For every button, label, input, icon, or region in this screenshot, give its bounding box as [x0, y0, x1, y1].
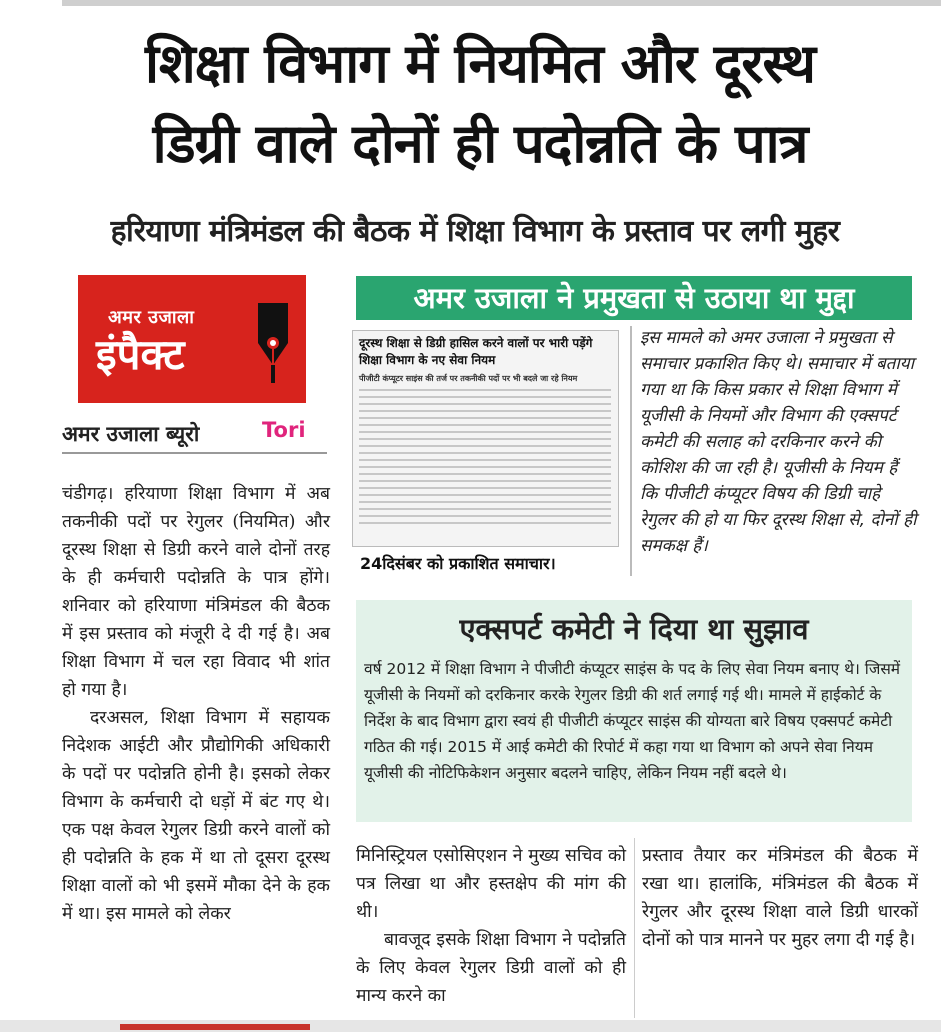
clipping-text-lines — [359, 389, 611, 539]
column2-paragraph-1: मिनिस्ट्रियल एसोसिएशन ने मुख्य सचिव को पत्र लिखा था और हस्तक्षेप की मांग की थी। — [356, 846, 626, 922]
column1-paragraph-2: दरअसल, शिक्षा विभाग में सहायक निदेशक आईटी और प्रौद्योगिकी अधिकारी के पदों पर पदोन्नति होनी है। इसको लेकर विभाग के कर्मचारी दो धड़ों में बंट गए थे। एक पक्ष केवल रेगुलर डिग्री करने वालों को ही पदोन्नति के हक में था तो दूसरा दूरस्थ शिक्षा वालों को भी इसमें मौका देने के हक में था। इस मामले को लेकर — [62, 708, 330, 924]
expert-box-title: एक्सपर्ट कमेटी ने दिया था सुझाव — [459, 612, 809, 646]
headline-line-2: डिग्री वाले दोनों ही पदोन्नति के पात्र — [152, 112, 808, 175]
column2-paragraph-2: बावजूद इसके शिक्षा विभाग ने पदोन्नति के लिए केवल रेगुलर डिग्री वालों को ही मान्य करने का — [356, 930, 626, 1006]
top-border — [62, 0, 941, 6]
column1-paragraph-1: चंडीगढ़। हरियाणा शिक्षा विभाग में अब तकनीकी पदों पर रेगुलर (नियमित) और दूरस्थ शिक्षा से डिग्री करने वाले दोनों तरह के ही कर्मचारी पदोन्नति के पात्र होंगे। शनिवार को हरियाणा मंत्रिमंडल की बैठक में इस प्रस्ताव को मंजूरी दे दी गई है। अब शिक्षा विभाग में चल रहा विवाद भी शांत हो गया है। — [62, 484, 330, 700]
expert-box-body: वर्ष 2012 में शिक्षा विभाग ने पीजीटी कंप्यूटर साइंस के पद के लिए सेवा नियम बनाए थे। जिसमें यूजीसी के नियमों को दरकिनार करके रेगुलर डिग्री की शर्त लगाई गई थी। मामले में हाईकोर्ट के निर्देश के बाद विभाग द्वारा स्वयं ही पीजीटी कंप्यूटर साइंस की योग्यता बारे विषय एक्सपर्ट कमेटी गठित की गई। 2015 में आई कमेटी की रिपोर्ट में कहा गया था विभाग को अपने सेवा नियम यूजीसी की नोटिफिकेशन अनुसार बदलने चाहिए, लेकिन नियम नहीं बदले थे। — [364, 660, 901, 782]
logo-brand-text: अमर उजाला — [108, 307, 195, 328]
article-column-1 — [62, 480, 330, 928]
bottom-border — [0, 1020, 941, 1032]
byline: अमर उजाला ब्यूरो — [62, 422, 200, 446]
impact-banner: अमर उजाला ने प्रमुखता से उठाया था मुद्दा — [356, 276, 912, 320]
column-divider — [634, 838, 635, 1018]
subheadline: हरियाणा मंत्रिमंडल की बैठक में शिक्षा विभाग के प्रस्ताव पर लगी मुहर — [110, 214, 840, 249]
article-column-2 — [356, 842, 626, 1010]
watermark-tag: Tori — [262, 418, 306, 442]
pen-nib-icon — [254, 303, 292, 383]
column3-paragraph-1: प्रस्ताव तैयार कर मंत्रिमंडल की बैठक में रखा था। हालांकि, मंत्रिमंडल की बैठक में रेगुलर और दूरस्थ शिक्षा वाले डिग्री धारकों दोनों को पात्र मानने पर मुहर लगा दी गई है। — [642, 846, 918, 950]
right-paragraph: इस मामले को अमर उजाला ने प्रमुखता से समाचार प्रकाशित किए थे। समाचार में बताया गया था कि किस प्रकार से शिक्षा विभाग में यूजीसी के नियमों और विभाग की एक्सपर्ट कमेटी की सलाह को दरकिनार करने की कोशिश की जा रही है। यूजीसी के नियम हैं कि पीजीटी कंप्यूटर विषय की डिग्री चाहे रेगुलर की हो या फिर दूरस्थ शिक्षा से, दोनों ही समकक्ष हैं। — [640, 328, 917, 556]
clipping-image — [352, 330, 619, 547]
clipping-subheadline: पीजीटी कंप्यूटर साइंस की तर्ज पर तकनीकी पदों पर भी बदले जा रहे नियम — [359, 374, 578, 383]
clipping-divider — [630, 326, 632, 576]
clipping-headline: दूरस्थ शिक्षा से डिग्री हासिल करने वालों पर भारी पड़ेंगे शिक्षा विभाग के नए सेवा नियम — [359, 336, 593, 367]
logo-impact-text: इंपैक्ट — [96, 330, 185, 379]
byline-divider — [62, 452, 327, 454]
clipping-caption: 24दिसंबर को प्रकाशित समाचार। — [360, 554, 556, 573]
expert-committee-box — [356, 600, 912, 822]
impact-logo — [78, 275, 306, 403]
article-column-3 — [642, 842, 918, 954]
headline-line-1: शिक्षा विभाग में नियमित और दूरस्थ — [145, 32, 815, 95]
